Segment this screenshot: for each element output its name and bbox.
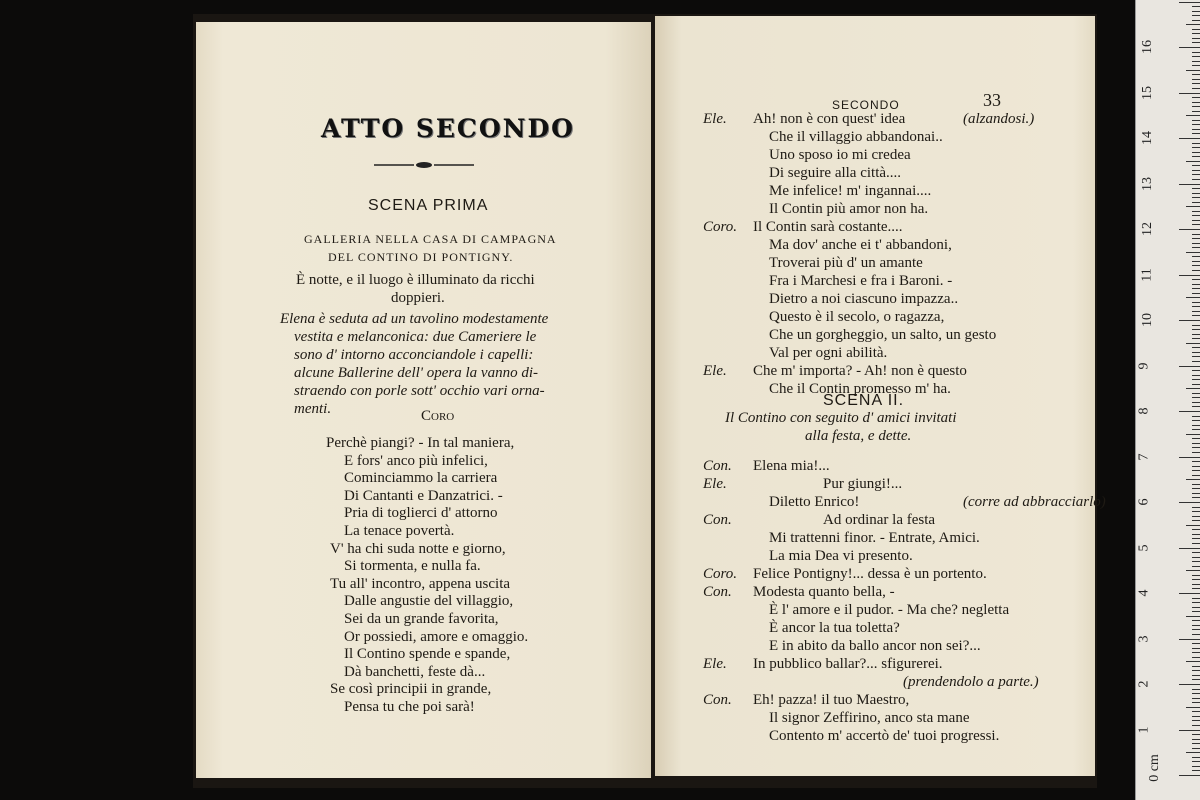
ruler-tick — [1192, 65, 1200, 66]
ruler-tick — [1186, 616, 1200, 617]
ruler-tick — [1192, 270, 1200, 271]
ruler-tick — [1192, 579, 1200, 580]
ruler-tick — [1192, 102, 1200, 103]
speaker-label: Ele. — [703, 476, 727, 492]
ruler-tick — [1192, 56, 1200, 57]
ruler-tick — [1192, 643, 1200, 644]
ruler-tick — [1192, 352, 1200, 353]
ruler-tick — [1192, 202, 1200, 203]
ruler-tick — [1192, 370, 1200, 371]
ruler-tick — [1192, 265, 1200, 266]
line-text: Questo è il secolo, o ragazza, — [769, 309, 945, 325]
ruler-tick — [1192, 584, 1200, 585]
line-text: Uno sposo io mi credea — [769, 147, 911, 163]
ruler-tick — [1192, 402, 1200, 403]
ruler-tick — [1192, 329, 1200, 330]
ruler-tick — [1192, 33, 1200, 34]
line-text: Modesta quanto bella, - — [753, 584, 895, 600]
ruler-tick — [1192, 575, 1200, 576]
scene2-heading: SCENA II. — [823, 392, 905, 409]
ruler-tick — [1192, 488, 1200, 489]
ruler-tick — [1192, 670, 1200, 671]
verse-line: Di Cantanti e Danzatrici. - — [344, 487, 503, 504]
ruler-tick — [1192, 770, 1200, 771]
ruler-tick — [1192, 538, 1200, 539]
ruler-tick — [1186, 24, 1200, 25]
ruler-tick — [1192, 516, 1200, 517]
ruler-tick — [1192, 243, 1200, 244]
ruler-tick — [1192, 652, 1200, 653]
ruler-tick — [1192, 384, 1200, 385]
ruler-tick — [1192, 757, 1200, 758]
line-text: Di seguire alla città.... — [769, 165, 902, 181]
verse-line: E fors' anco più infelici, — [344, 452, 488, 469]
ruler-tick — [1192, 120, 1200, 121]
ruler-tick — [1192, 720, 1200, 721]
measuring-ruler — [1135, 0, 1200, 800]
ruler-number: 6 — [1136, 498, 1152, 506]
ruler-tick — [1192, 6, 1200, 7]
ruler-tick — [1179, 47, 1200, 48]
speaker-label: Con. — [703, 458, 732, 474]
ruler-tick — [1179, 457, 1200, 458]
ruler-tick — [1179, 502, 1200, 503]
ruler-tick — [1192, 29, 1200, 30]
ruler-tick — [1192, 234, 1200, 235]
ruler-tick — [1186, 752, 1200, 753]
ruler-tick — [1179, 93, 1200, 94]
line-text: Il Contin più amor non ha. — [769, 201, 929, 217]
ruler-tick — [1192, 607, 1200, 608]
stage-direction: (prendendolo a parte.) — [903, 674, 1039, 690]
ruler-tick — [1192, 315, 1200, 316]
ruler-tick — [1192, 484, 1200, 485]
ruler-tick — [1186, 297, 1200, 298]
ruler-tick — [1192, 397, 1200, 398]
line-text: Che il villaggio abbandonai.. — [769, 129, 943, 145]
ruler-tick — [1192, 675, 1200, 676]
ruler-tick — [1186, 252, 1200, 253]
ruler-tick — [1192, 566, 1200, 567]
ruler-tick — [1192, 379, 1200, 380]
ruler-tick — [1186, 661, 1200, 662]
ruler-number: 11 — [1139, 267, 1155, 282]
ruler-tick — [1192, 657, 1200, 658]
ruler-tick — [1192, 97, 1200, 98]
direction-line-4: alcune Ballerine dell' opera la vanno di- — [294, 365, 538, 381]
ruler-tick — [1192, 193, 1200, 194]
line-text: Fra i Marchesi e fra i Baroni. - — [769, 273, 953, 289]
ruler-tick — [1192, 734, 1200, 735]
ruler-tick — [1192, 534, 1200, 535]
verse-line: Or possiedi, amore e omaggio. — [344, 628, 529, 645]
line-text: Val per ogni abilità. — [769, 345, 888, 361]
ruler-tick — [1192, 429, 1200, 430]
ruler-tick — [1192, 238, 1200, 239]
ruler-tick — [1186, 707, 1200, 708]
ruler-tick — [1192, 743, 1200, 744]
verse-line: Perchè piangi? - In tal maniera, — [326, 435, 515, 451]
ruler-tick — [1186, 479, 1200, 480]
ruler-tick — [1179, 684, 1200, 685]
line-text: Che m' importa? - Ah! non è questo — [753, 363, 967, 379]
line-text: Ma dov' anche ei t' abbandoni, — [769, 237, 952, 253]
verse-line: Cominciammo la carriera — [344, 470, 498, 487]
stage-direction: (corre ad abbracciarlo) — [963, 494, 1106, 510]
verse-block — [326, 435, 528, 717]
ruler-tick — [1192, 188, 1200, 189]
ruler-tick — [1192, 561, 1200, 562]
ruler-tick — [1192, 602, 1200, 603]
ruler-tick — [1192, 197, 1200, 198]
ruler-tick — [1192, 425, 1200, 426]
direction-line-1: Elena è seduta ad un tavolino modestamente — [280, 311, 549, 327]
ruler-tick — [1192, 520, 1200, 521]
ruler-tick — [1186, 388, 1200, 389]
ruler-tick — [1186, 434, 1200, 435]
ruler-tick — [1192, 143, 1200, 144]
ruler-tick — [1192, 461, 1200, 462]
left-page — [196, 22, 651, 778]
ruler-tick — [1192, 247, 1200, 248]
ruler-tick — [1192, 338, 1200, 339]
ruler-tick — [1192, 311, 1200, 312]
ruler-tick — [1179, 229, 1200, 230]
ruler-tick — [1192, 302, 1200, 303]
ruler-tick — [1192, 420, 1200, 421]
act-title: ATTO SECONDO — [321, 114, 575, 143]
ruler-tick — [1192, 598, 1200, 599]
speaker-label: Coro. — [703, 566, 738, 582]
ruler-number: 16 — [1140, 40, 1155, 54]
ruler-number: 12 — [1140, 222, 1155, 236]
line-text: Felice Pontigny!... dessa è un portento. — [753, 566, 987, 582]
ruler-number: 3 — [1136, 635, 1152, 642]
ruler-tick — [1186, 570, 1200, 571]
ruler-tick — [1186, 206, 1200, 207]
line-text: Mi trattenni finor. - Entrate, Amici. — [769, 530, 980, 546]
scene2-direction-1: Il Contino con seguito d' amici invitati — [725, 410, 957, 426]
ruler-tick — [1192, 288, 1200, 289]
ruler-tick — [1192, 689, 1200, 690]
ruler-tick — [1179, 411, 1200, 412]
line-text: Che il Contin promesso m' ha. — [769, 381, 951, 397]
ruler-tick — [1192, 511, 1200, 512]
ruler-tick — [1192, 11, 1200, 12]
ruler-number: 9 — [1136, 362, 1152, 369]
ruler-tick — [1192, 147, 1200, 148]
ruler-tick — [1192, 52, 1200, 53]
ruler-tick — [1192, 739, 1200, 740]
ruler-tick — [1192, 179, 1200, 180]
ruler-tick — [1192, 543, 1200, 544]
speaker-coro: Coro — [421, 408, 455, 424]
verse-line: Dà banchetti, feste dà... — [344, 663, 486, 680]
ruler-tick — [1192, 38, 1200, 39]
ruler-tick — [1192, 74, 1200, 75]
ruler-tick — [1192, 347, 1200, 348]
ruler-tick — [1192, 224, 1200, 225]
ruler-tick — [1192, 20, 1200, 21]
ruler-tick — [1186, 525, 1200, 526]
speaker-label: Con. — [703, 692, 732, 708]
right-page — [655, 16, 1106, 776]
ruler-tick — [1179, 320, 1200, 321]
verse-line: Il Contino spende e spande, — [344, 646, 511, 663]
line-text: Diletto Enrico! — [769, 494, 860, 510]
ruler-tick — [1192, 393, 1200, 394]
ruler-tick — [1192, 215, 1200, 216]
verse-line: Si tormenta, e nulla fa. — [344, 558, 481, 575]
ruler-tick — [1192, 557, 1200, 558]
line-text: È l' amore e il pudor. - Ma che? negletta — [769, 602, 1010, 618]
line-text: Dietro a noi ciascuno impazza.. — [769, 291, 959, 307]
ruler-tick — [1192, 634, 1200, 635]
ruler-tick — [1192, 165, 1200, 166]
ruler-tick — [1192, 493, 1200, 494]
ruler-number: 10 — [1140, 313, 1155, 327]
ruler-tick — [1192, 83, 1200, 84]
scene2-direction-2: alla festa, e dette. — [805, 428, 912, 444]
speaker-label: Ele. — [703, 111, 727, 127]
verse-line: La tenace povertà. — [344, 522, 455, 539]
ruler-tick — [1192, 406, 1200, 407]
ruler-tick — [1192, 325, 1200, 326]
ruler-tick — [1179, 639, 1200, 640]
ruler-tick — [1179, 138, 1200, 139]
ruler-tick — [1192, 620, 1200, 621]
direction-line-6: menti. — [294, 401, 332, 417]
ruler-tick — [1192, 666, 1200, 667]
ruler-tick — [1192, 466, 1200, 467]
ruler-tick — [1179, 184, 1200, 185]
ruler-tick — [1192, 124, 1200, 125]
ruler-tick — [1179, 593, 1200, 594]
speaker-label: Con. — [703, 512, 732, 528]
ornament-divider — [374, 160, 474, 170]
speaker-label: Ele. — [703, 656, 727, 672]
ruler-tick — [1192, 152, 1200, 153]
verse-line: Pensa tu che poi sarà! — [344, 698, 475, 715]
ruler-tick — [1192, 679, 1200, 680]
page-number: 33 — [983, 90, 1001, 110]
ruler-tick — [1192, 261, 1200, 262]
ruler-tick — [1192, 711, 1200, 712]
ruler-tick — [1186, 343, 1200, 344]
ruler-tick — [1192, 702, 1200, 703]
ruler-tick — [1192, 648, 1200, 649]
line-text: Pur giungi!... — [823, 476, 903, 492]
ruler-tick — [1192, 416, 1200, 417]
ruler-tick — [1192, 716, 1200, 717]
verse-line: Se così principii in grande, — [330, 681, 492, 698]
ruler-tick — [1192, 61, 1200, 62]
ruler-tick — [1192, 256, 1200, 257]
verse-line: Sei da un grande favorita, — [344, 610, 499, 627]
line-text: E in abito da ballo ancor non sei?... — [769, 638, 981, 654]
ruler-tick — [1179, 366, 1200, 367]
setting-line-2: doppieri. — [391, 290, 445, 306]
line-text: Il Contin sarà costante.... — [753, 219, 903, 235]
ruler-tick — [1179, 2, 1200, 3]
ruler-tick — [1192, 698, 1200, 699]
ruler-tick — [1192, 361, 1200, 362]
ruler-tick — [1192, 625, 1200, 626]
verse-line: Pria di toglierci d' attorno — [344, 505, 498, 522]
line-text: In pubblico ballar?... sfigurerei. — [753, 656, 943, 672]
ruler-tick — [1192, 497, 1200, 498]
ruler-tick — [1179, 275, 1200, 276]
open-book — [193, 14, 1106, 788]
ruler-tick — [1192, 79, 1200, 80]
ruler-tick — [1192, 588, 1200, 589]
ruler-tick — [1192, 725, 1200, 726]
setting-line-1: È notte, e il luogo è illuminato da ricchi — [296, 272, 535, 288]
line-text: Ah! non è con quest' idea — [753, 111, 906, 127]
ruler-tick — [1192, 761, 1200, 762]
ruler-tick — [1192, 443, 1200, 444]
ruler-tick — [1192, 170, 1200, 171]
ruler-tick — [1192, 88, 1200, 89]
ruler-tick — [1192, 452, 1200, 453]
ruler-tick — [1192, 475, 1200, 476]
ruler-tick — [1192, 174, 1200, 175]
ruler-tick — [1192, 438, 1200, 439]
stage-direction: (alzandosi.) — [963, 111, 1035, 127]
ruler-number: 2 — [1136, 680, 1152, 688]
ruler-tick — [1179, 730, 1200, 731]
ruler-tick — [1192, 133, 1200, 134]
ruler-tick — [1192, 15, 1200, 16]
ruler-tick — [1192, 748, 1200, 749]
direction-line-2: vestita e melanconica: due Cameriere le — [294, 329, 537, 345]
line-text: Elena mia!... — [753, 458, 830, 474]
ruler-tick — [1192, 507, 1200, 508]
ruler-tick — [1192, 529, 1200, 530]
ruler-number: 13 — [1140, 176, 1155, 191]
speaker-label: Coro. — [703, 219, 738, 235]
ruler-tick — [1192, 42, 1200, 43]
direction-line-5: straendo con porle sott' occhio vari orna- — [294, 383, 545, 399]
scene-location-1: GALLERIA NELLA CASA DI CAMPAGNA — [304, 232, 557, 246]
scene-heading: SCENA PRIMA — [368, 197, 489, 214]
speaker-label: Ele. — [703, 363, 727, 379]
ruler-number: 1 — [1136, 726, 1152, 733]
ruler-tick — [1192, 129, 1200, 130]
ruler-tick — [1192, 306, 1200, 307]
ruler-tick — [1192, 629, 1200, 630]
verse-line: V' ha chi suda notte e giorno, — [330, 540, 506, 557]
ruler-tick — [1179, 775, 1200, 776]
ruler-tick — [1192, 356, 1200, 357]
ruler-number: 14 — [1140, 131, 1155, 145]
ruler-tick — [1192, 447, 1200, 448]
line-text: Che un gorgheggio, un salto, un gesto — [769, 327, 997, 343]
ruler-tick — [1179, 548, 1200, 549]
ruler-tick — [1192, 334, 1200, 335]
ruler-number: 15 — [1140, 85, 1155, 100]
ruler-tick — [1192, 211, 1200, 212]
ruler-number: 5 — [1136, 544, 1152, 551]
ruler-number: 4 — [1136, 589, 1152, 597]
ruler-tick — [1192, 220, 1200, 221]
ruler-tick — [1192, 552, 1200, 553]
verse-line: Tu all' incontro, appena uscita — [330, 575, 511, 592]
ruler-tick — [1192, 111, 1200, 112]
running-head: SECONDO — [832, 98, 900, 112]
ruler-tick — [1192, 279, 1200, 280]
scene-location-2: DEL CONTINO DI PONTIGNY. — [328, 250, 514, 264]
direction-line-3: sono d' intorno acconciandole i capelli: — [294, 347, 534, 363]
ruler-unit: 0 cm — [1146, 754, 1162, 782]
line-text: Me infelice! m' ingannai.... — [769, 183, 932, 199]
ruler-number: 7 — [1136, 453, 1152, 460]
verse-line: Dalle angustie del villaggio, — [344, 593, 514, 610]
ruler-tick — [1192, 375, 1200, 376]
line-text: Contento m' accertò de' tuoi progressi. — [769, 728, 1000, 744]
ruler-tick — [1192, 106, 1200, 107]
ruler-tick — [1192, 470, 1200, 471]
ruler-tick — [1192, 284, 1200, 285]
ruler-tick — [1192, 293, 1200, 294]
ruler-tick — [1192, 766, 1200, 767]
ruler-tick — [1192, 156, 1200, 157]
ruler-tick — [1192, 693, 1200, 694]
line-text: Ad ordinar la festa — [823, 512, 936, 528]
line-text: Eh! pazza! il tuo Maestro, — [753, 692, 910, 708]
line-text: La mia Dea vi presento. — [769, 548, 913, 564]
ruler-number: 8 — [1136, 407, 1152, 415]
ruler-tick — [1186, 161, 1200, 162]
line-text: È ancor la tua toletta? — [769, 620, 900, 636]
speaker-label: Con. — [703, 584, 732, 600]
line-text: Troverai più d' un amante — [769, 255, 923, 271]
ruler-tick — [1186, 115, 1200, 116]
ruler-tick — [1192, 611, 1200, 612]
ruler-tick — [1186, 70, 1200, 71]
line-text: Il signor Zeffirino, anco sta mane — [769, 710, 970, 726]
